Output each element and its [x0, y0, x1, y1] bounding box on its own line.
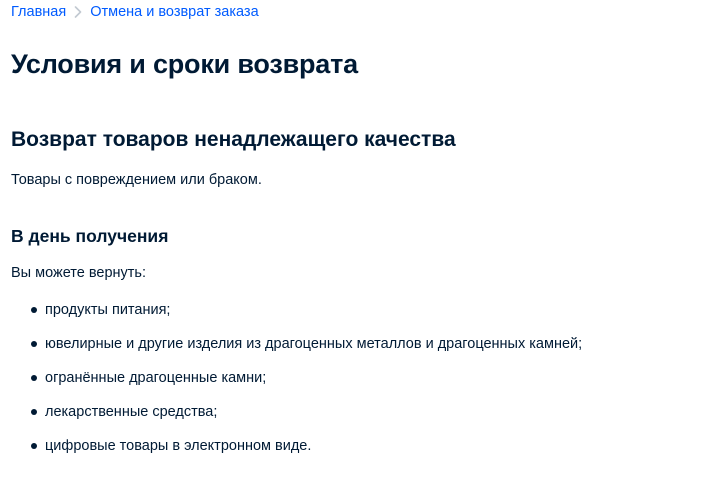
returnable-items-list: [30, 300, 582, 470]
breadcrumb: [11, 3, 259, 21]
list-item-text: продукты питания;: [45, 302, 171, 318]
subsection-heading: В день получения: [11, 226, 169, 246]
list-item: [30, 436, 582, 470]
subsection-intro: Вы можете вернуть:: [11, 265, 146, 281]
list-item-text: ювелирные и другие изделия из драгоценных металлов и драгоценных камней;: [45, 336, 583, 352]
section-heading: Возврат товаров ненадлежащего качества: [11, 128, 456, 151]
list-item: [30, 334, 582, 368]
section-description: Товары с повреждением или браком.: [11, 172, 262, 188]
bullet-icon: [31, 307, 37, 313]
chevron-right-icon: [66, 3, 90, 21]
list-item: [30, 368, 582, 402]
breadcrumb-home-link[interactable]: Главная: [11, 4, 67, 20]
list-item: [30, 300, 582, 334]
breadcrumb-current-link[interactable]: Отмена и возврат заказа: [90, 4, 259, 20]
bullet-icon: [31, 375, 37, 381]
list-item-text: огранённые драгоценные камни;: [45, 370, 267, 386]
bullet-icon: [31, 409, 37, 415]
list-item: [30, 402, 582, 436]
bullet-icon: [31, 443, 37, 449]
page-title: Условия и сроки возврата: [11, 49, 358, 79]
list-item-text: лекарственные средства;: [45, 404, 218, 420]
list-item-text: цифровые товары в электронном виде.: [45, 438, 312, 454]
bullet-icon: [31, 341, 37, 347]
